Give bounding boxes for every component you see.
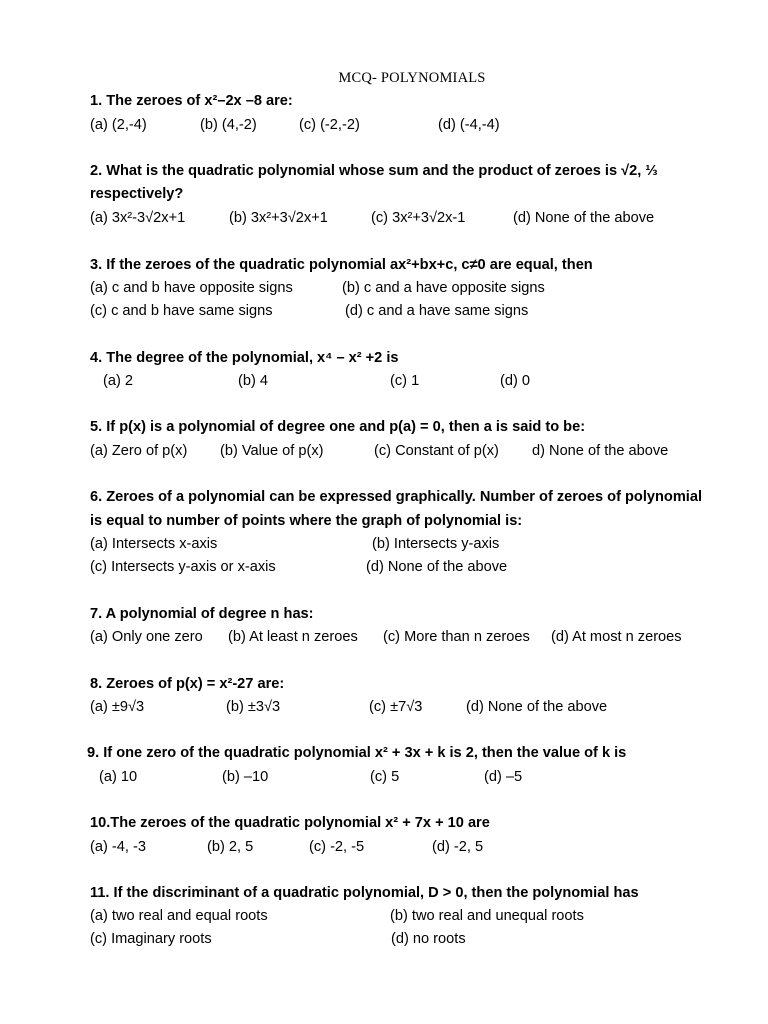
q1-option-a: (a) (2,-4) <box>90 117 147 133</box>
q10-option-d: (d) -2, 5 <box>432 839 484 855</box>
q1-option-c: (c) (-2,-2) <box>299 117 360 133</box>
page-title: MCQ- POLYNOMIALS <box>338 70 486 86</box>
q10-option-b: (b) 2, 5 <box>207 839 254 855</box>
question-8: 8. Zeroes of p(x) = x²-27 are: <box>90 676 285 692</box>
question-1: 1. The zeroes of x²–2x –8 are: <box>90 93 293 109</box>
q5-option-b: (b) Value of p(x) <box>220 443 324 459</box>
q10-option-c: (c) -2, -5 <box>309 839 365 855</box>
q11-option-c: (c) Imaginary roots <box>90 931 212 947</box>
q6-option-c: (c) Intersects y-axis or x-axis <box>90 559 276 575</box>
q5-option-d: d) None of the above <box>532 443 669 459</box>
q5-option-a: (a) Zero of p(x) <box>90 443 188 459</box>
question-5: 5. If p(x) is a polynomial of degree one and p(a) = 0, then a is said to be: <box>90 419 586 435</box>
q6-option-a: (a) Intersects x-axis <box>90 536 218 552</box>
q7-option-b: (b) At least n zeroes <box>228 629 358 645</box>
question-10: 10.The zeroes of the quadratic polynomial x² + 7x + 10 are <box>90 815 490 831</box>
q4-option-d: (d) 0 <box>500 373 531 389</box>
q11-option-a: (a) two real and equal roots <box>90 908 268 924</box>
question-4: 4. The degree of the polynomial, x⁴ – x² +2 is <box>90 350 399 366</box>
q8-option-a: (a) ±9√3 <box>90 699 145 715</box>
q9-option-a: (a) 10 <box>99 769 138 785</box>
q9-option-d: (d) –5 <box>484 769 523 785</box>
q9-option-c: (c) 5 <box>370 769 400 785</box>
question-9: 9. If one zero of the quadratic polynomial x² + 3x + k is 2, then the value of k is <box>87 745 627 761</box>
question-6-line-1: 6. Zeroes of a polynomial can be expressed graphically. Number of zeroes of polynomial <box>90 489 703 505</box>
q2-option-b: (b) 3x²+3√2x+1 <box>229 210 328 226</box>
q6-option-b: (b) Intersects y-axis <box>372 536 500 552</box>
q5-option-c: (c) Constant of p(x) <box>374 443 499 459</box>
question-2-line-2: respectively? <box>90 186 184 202</box>
question-11: 11. If the discriminant of a quadratic polynomial, D > 0, then the polynomial has <box>90 885 639 901</box>
question-6-line-2: is equal to number of points where the graph of polynomial is: <box>90 513 523 529</box>
q4-option-a: (a) 2 <box>103 373 134 389</box>
q10-option-a: (a) -4, -3 <box>90 839 146 855</box>
q1-option-b: (b) (4,-2) <box>200 117 257 133</box>
q3-option-c: (c) c and b have same signs <box>90 303 273 319</box>
q8-option-b: (b) ±3√3 <box>226 699 281 715</box>
q3-option-a: (a) c and b have opposite signs <box>90 280 293 296</box>
q6-option-d: (d) None of the above <box>366 559 508 575</box>
q8-option-c: (c) ±7√3 <box>369 699 423 715</box>
q2-option-c: (c) 3x²+3√2x-1 <box>371 210 466 226</box>
q7-option-d: (d) At most n zeroes <box>551 629 682 645</box>
q3-option-d: (d) c and a have same signs <box>345 303 529 319</box>
q4-option-c: (c) 1 <box>390 373 420 389</box>
q1-option-d: (d) (-4,-4) <box>438 117 500 133</box>
question-3: 3. If the zeroes of the quadratic polynomial ax²+bx+c, c≠0 are equal, then <box>90 257 593 273</box>
q7-option-c: (c) More than n zeroes <box>383 629 530 645</box>
q4-option-b: (b) 4 <box>238 373 269 389</box>
q11-option-d: (d) no roots <box>391 931 466 947</box>
question-7: 7. A polynomial of degree n has: <box>90 606 314 622</box>
q11-option-b: (b) two real and unequal roots <box>390 908 584 924</box>
q3-option-b: (b) c and a have opposite signs <box>342 280 545 296</box>
question-2-line-1: 2. What is the quadratic polynomial whose sum and the product of zeroes is √2, ⅓ <box>90 163 658 179</box>
q2-option-d: (d) None of the above <box>513 210 655 226</box>
q8-option-d: (d) None of the above <box>466 699 608 715</box>
q7-option-a: (a) Only one zero <box>90 629 203 645</box>
q9-option-b: (b) –10 <box>222 769 269 785</box>
q2-option-a: (a) 3x²-3√2x+1 <box>90 210 186 226</box>
